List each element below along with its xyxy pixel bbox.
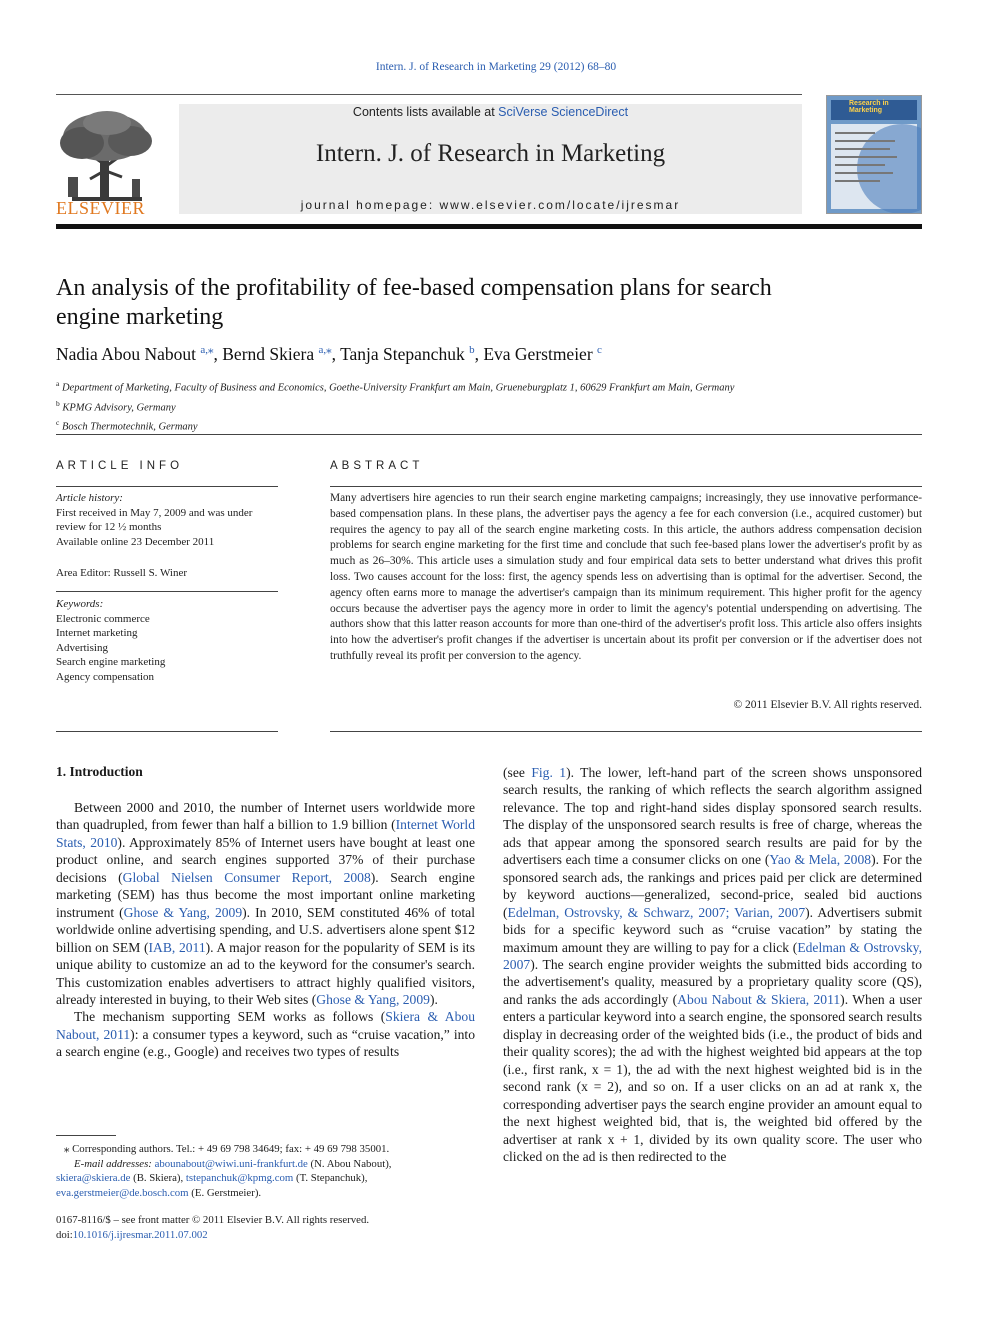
elsevier-wordmark: ELSEVIER [56,198,145,218]
text-run: Between 2000 and 2010, the number of Internet users worldwide more than quadrupled, from fewer than half a billion to 1.9 billion ( [56,800,475,833]
article-history [56,491,278,549]
contents-line [179,105,802,119]
email-owner: (E. Gerstmeier). [188,1186,262,1199]
citation-link[interactable]: Skiera & Abou Nabout, 2011 [56,1009,475,1042]
author-list: Nadia Abou Nabout $^{a,⁎}$, Bernd Skiera $^{a,⁎}$, Tanja Stepanchuk $^b$, Eva Gerstmeier $^c$ [56,343,602,364]
doi-prefix: doi: [56,1228,73,1241]
paragraph [56,1008,475,1060]
contents-prefix: Contents lists available at [352,105,499,119]
affiliation-mark: a [56,379,60,388]
history-line: First received in May 7, 2009 and was under [56,506,253,519]
issn-doi [56,1213,476,1242]
section-heading: 1. Introduction [56,764,143,779]
keywords-label: Keywords: [56,598,104,610]
affiliation-text: Department of Marketing, Faculty of Business and Economics, Goethe-University Frankfurt am Main, Grueneburgplatz 1, 60629 Frankfurt am Main, Germany [61,382,735,394]
text-run: ). A major reason for the popularity of SEM is its unique ability to customize an ad to the keyword for the consumer's search. This customization enables advertisers to attract highly qualified visitors, already interested in buying, to their Web sites ( [56,939,476,1007]
article-info-bottom-rule [56,731,278,732]
affiliation-line [56,396,922,416]
author-name: Nadia Abou Nabout [56,343,196,364]
abstract-heading: ABSTRACT [330,460,424,472]
text-run: ): a consumer types a keyword, such as “cruise vacation,” into a search engine (e.g., Google) and receives two types of results [56,1026,476,1060]
article-title [56,274,922,332]
text-run: ). The lower, left-hand part of the screen shows unsponsored search results, the ranking of which reflects the search algorithm assigned relevance. The top and right-hand sides display sponsored search results. The display of the unsponsored search results is free of charge, whereas the ads that appear among the sponsored search results are paid for by the advertisers each time a consumer clicks on one ( [503,765,922,868]
email-line [56,1157,476,1172]
keyword: Search engine marketing [56,656,166,668]
author-name: Tanja Stepanchuk [340,343,465,364]
text-run: ). Search engine marketing (SEM) has thus become the most important online marketing instrument ( [56,869,475,920]
abstract-copyright: © 2011 Elsevier B.V. All rights reserved. [733,699,922,711]
cover-text-line [835,156,897,158]
text-run: The mechanism supporting SEM works as follows ( [74,1009,386,1025]
affiliation-text: Bosch Thermotechnik, Germany [61,421,198,433]
text-run: ). When a user enters a particular keyword into a search engine, the sponsored search results display in decreasing order of the weighted bids (i.e., the product of bids and their quality scores); the ad with the highest weighted bid appears at the top (i.e., first rank, x = 1), the ad with the next highest weighted bid is in the second rank (x = 2), and so on. If a user clicks on an ad at rank x, the corresponding advertiser pays the search engine provider an amount equal to the next highest weighted bid, that is, the weighted bid offered by the advertiser at rank x + 1, divided by its own quality score. The user who clicked on the ad is then redirected to the [503,991,923,1164]
email-link[interactable]: skiera@skiera.de [56,1172,131,1184]
text-run: ). The search engine provider weights the submitted bids according to the advertisement's quality, measured by a proprietary quality score (QS), and ranks the ads accordingly ( [503,956,922,1007]
email-line [56,1171,476,1186]
keyword: Internet marketing [56,627,138,639]
text-run: (see [503,765,532,780]
email-link[interactable]: eva.gerstmeier@de.bosch.com [56,1186,189,1199]
affiliation-mark: b [56,398,60,408]
abstract-rule [330,486,922,487]
issn-line: 0167-8116/$ – see front matter © 2011 Elsevier B.V. All rights reserved. [56,1214,370,1226]
affiliation-line [56,376,922,396]
journal-homepage[interactable]: journal homepage: www.elsevier.com/locate/ijresmar [300,198,681,212]
abstract-text: Many advertisers hire agencies to run their search engine marketing campaigns; increasingly, they use innovative performance-based compensation plans. In these plans, the advertiser pays the agency a fee for each conversion (i.e., acquired customer) but requires the agency to pay all of the search engine marketing costs. In this article, the authors address compensation decision problems for search engine marketing for the first time and conclude that such fee-based plans lower the advertiser's profit by as much as 26–30%. This article uses a simulation study and four empirical data sets to better understand what drives this profit loss. Two causes account for the loss: first, the agency spends less on advertising than is optimal for the advertiser. Second, the agency often earns more to manage the advertiser's campaign than its minimum requirement. This higher profit for the agency occurs because the advertiser pays the agency more in order to limit the agency's potential underspending on advertising. The authors show that this latter reason accounts for more than one-third of the advertiser's profit loss. This article also offers insights into how the advertiser's profit changes if the advertiser is uncertain about its profit per conversion or if the advertiser does not truthfully reveal its profit per conversion to the agency. [330,492,922,662]
keyword: Advertising [56,641,108,654]
cover-text-line [835,180,880,182]
author-affiliation-mark[interactable]: c [597,344,602,356]
paragraph [56,799,475,1008]
keyword: Electronic commerce [56,612,150,625]
history-line: Available online 23 December 2011 [56,535,215,548]
author-affiliation-mark[interactable]: b [469,344,475,356]
citation-link[interactable]: Edelman, Ostrovsky, & Schwarz, 2007; Varian, 2007 [507,904,806,920]
author-affiliation-mark[interactable]: a,⁎ [318,344,332,356]
email-link[interactable]: abounabout@wiwi.uni-frankfurt.de [154,1157,308,1170]
cover-text-line [835,132,875,134]
text-run: ). Approximately 85% of Internet users have bought at least one product online, and search engines supported 37% of their purchase decisions ( [56,834,475,885]
text-run: ). [429,991,438,1007]
article-info-heading: ARTICLE INFO [56,460,184,472]
header-top-rule [56,94,802,95]
abstract-bottom-rule [330,731,922,732]
cover-title: Research in Marketing [849,100,889,114]
text-run: ). Advertisers submit bids for a specific keyword such as “cruise vacation” by stating the maximum amount they are willing to pay for a click ( [503,904,922,955]
text-run: ). In 2010, SEM constituted 46% of total worldwide online advertising spending, and U.S. advertisers alone spent $12 billion on SEM ( [56,904,475,955]
email-owner: (B. Skiera), [130,1172,186,1184]
text-run: ). For the sponsored search ads, the rankings and prices paid per click are determined by keyword auctions—generalized, second-price, sealed bid auctions ( [503,852,923,920]
email-owner: (T. Stepanchuk), [293,1172,368,1184]
email-link[interactable]: tstepanchuk@kpmg.com [185,1172,294,1184]
journal-citation[interactable]: Intern. J. of Research in Marketing 29 (2012) 68–80 [375,61,617,73]
journal-cover-thumbnail [826,95,922,214]
email-owner: (N. Abou Nabout), [307,1157,392,1170]
title-line: An analysis of the profitability of fee-based compensation plans for search [56,275,772,301]
citation-link[interactable]: Edelman & Ostrovsky, 2007 [503,939,922,972]
doi-line [56,1228,476,1243]
citation-link[interactable]: Global Nielsen Consumer Report, 2008 [122,869,371,885]
footnotes [56,1142,476,1200]
author-affiliation-mark[interactable]: a,⁎ [200,344,214,356]
affiliation-line [56,415,922,435]
citation-link[interactable]: Fig. 1 [531,765,567,780]
corresponding-author-note: ⁎ Corresponding authors. Tel.: + 49 69 798 34649; fax: + 49 69 798 35001. [64,1143,390,1155]
history-line: review for 12 ½ months [56,521,162,533]
history-label: Article history: [56,492,123,504]
cover-text-line [835,148,890,150]
citation-link[interactable]: Internet World Stats, 2010 [56,817,475,850]
journal-title: Intern. J. of Research in Marketing [315,140,666,167]
email-line [56,1186,476,1201]
affiliations-rule [56,434,922,435]
doi-link[interactable]: 10.1016/j.ijresmar.2011.07.002 [72,1228,208,1241]
cover-text-line [835,172,893,174]
citation-link[interactable]: Yao & Mela, 2008 [769,852,872,868]
body-left-column [56,799,475,1061]
keywords-rule [56,591,278,592]
area-editor: Area Editor: Russell S. Winer [56,567,188,579]
title-line: engine marketing [56,304,224,330]
author-name: Bernd Skiera [222,343,315,364]
paragraph [503,764,922,1165]
citation-link[interactable]: Ghose & Yang, 2009 [316,991,430,1007]
citation-link[interactable]: IAB, 2011 [148,939,206,955]
affiliation-text: KPMG Advisory, Germany [62,402,176,413]
footnote-rule [56,1135,116,1136]
keywords [56,597,278,684]
body-right-column [503,764,922,1165]
affiliations [56,376,922,435]
affiliation-mark: c [56,418,60,427]
sciencedirect-link[interactable]: SciVerse ScienceDirect [498,105,629,119]
header-bottom-rule [56,224,922,229]
email-label: E-mail addresses: [74,1157,155,1170]
cover-text-line [835,140,895,142]
article-info-rule [56,486,278,487]
citation-link[interactable]: Ghose & Yang, 2009 [123,904,243,920]
keyword: Agency compensation [56,670,155,683]
citation-link[interactable]: Abou Nabout & Skiera, 2011 [677,991,841,1007]
cover-text-line [835,164,885,166]
author-name: Eva Gerstmeier [483,343,593,364]
